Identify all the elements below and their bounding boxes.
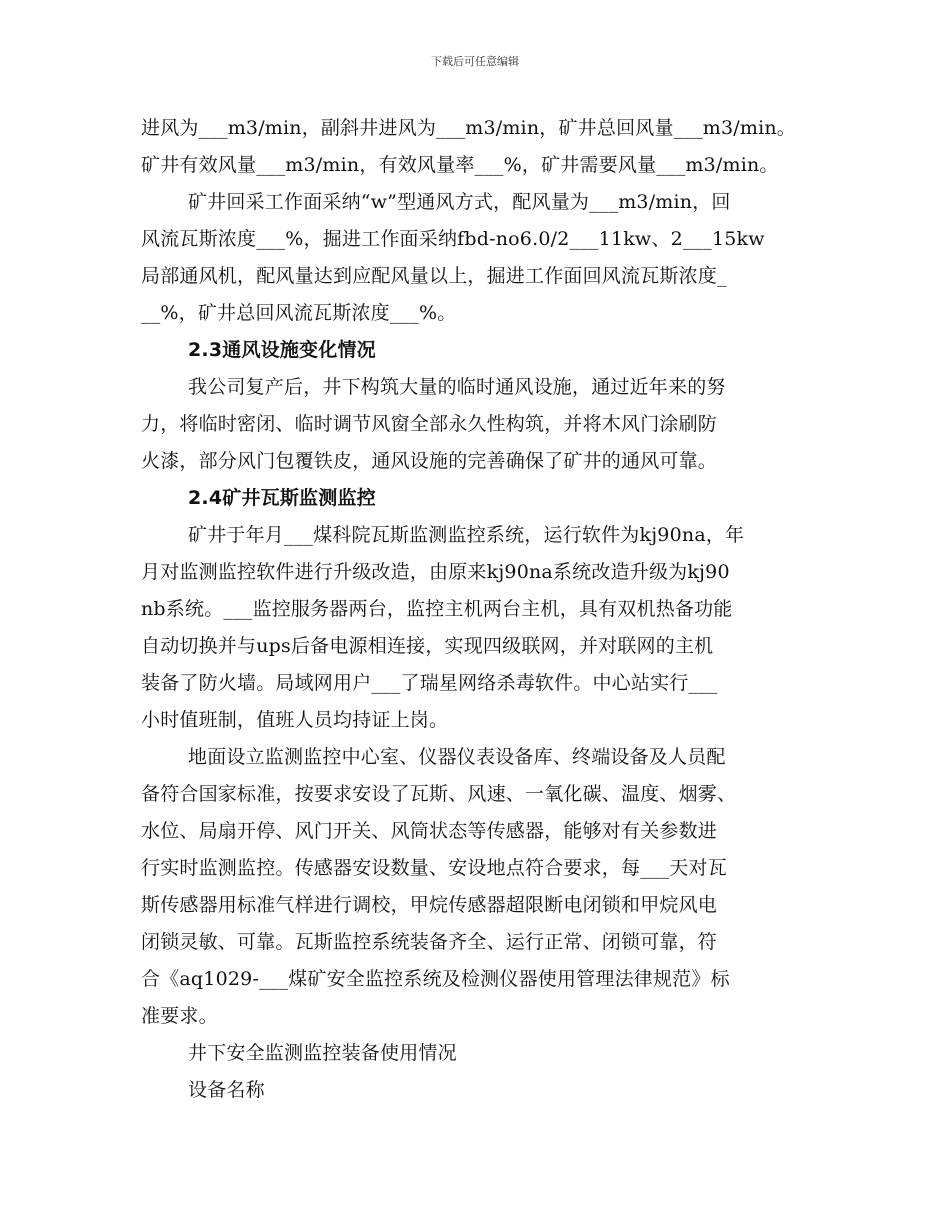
paragraph-line: 井下安全监测监控装备使用情况 <box>188 1042 457 1064</box>
paragraph-line: __%，矿井总回风流瓦斯浓度___%。 <box>141 302 457 324</box>
paragraph-line: 我公司复产后，井下构筑大量的临时通风设施，通过近年来的努 <box>188 376 726 398</box>
section-heading: 2.3通风设施变化情况 <box>188 339 376 361</box>
paragraph-line: 进风为___m3/min，副斜井进风为___m3/min，矿井总回风量___m3/min。 <box>141 117 797 139</box>
paragraph-line: 准要求。 <box>141 1005 218 1027</box>
paragraph-line: 矿井于年月___煤科院瓦斯监测监控系统，运行软件为kj90na，年 <box>188 524 745 546</box>
paragraph-line: 斯传感器用标准气样进行调校，甲烷传感器超限断电闭锁和甲烷风电 <box>141 894 718 916</box>
paragraph-line: 备符合国家标准，按要求安设了瓦斯、风速、一氧化碳、温度、烟雾、 <box>141 783 737 805</box>
page-header: 下载后可任意编辑 <box>431 55 519 68</box>
paragraph-line: 地面设立监测监控中心室、仪器仪表设备库、终端设备及人员配 <box>188 746 726 768</box>
paragraph-line: 设备名称 <box>188 1079 265 1101</box>
paragraph-line: nb系统。___监控服务器两台，监控主机两台主机，具有双机热备功能 <box>141 598 733 620</box>
paragraph-line: 力，将临时密闭、临时调节风窗全部永久性构筑，并将木风门涂刷防 <box>141 413 718 435</box>
paragraph-line: 风流瓦斯浓度___%，掘进工作面采纳fbd-no6.0/2___11kw、2___15kw <box>141 228 765 250</box>
paragraph-line: 闭锁灵敏、可靠。瓦斯监控系统装备齐全、运行正常、闭锁可靠，符 <box>141 931 718 953</box>
paragraph-line: 局部通风机，配风量达到应配风量以上，掘进工作面回风流瓦斯浓度_ <box>141 265 727 287</box>
paragraph-line: 火漆，部分风门包覆铁皮，通风设施的完善确保了矿井的通风可靠。 <box>141 450 718 472</box>
paragraph-line: 小时值班制，值班人员均持证上岗。 <box>141 709 449 731</box>
paragraph-line: 矿井有效风量___m3/min，有效风量率___%，矿井需要风量___m3/min。 <box>141 154 779 176</box>
paragraph-line: 月对监测监控软件进行升级改造，由原来kj90na系统改造升级为kj90 <box>141 561 730 583</box>
section-heading: 2.4矿井瓦斯监测监控 <box>188 487 376 509</box>
paragraph-line: 装备了防火墙。局域网用户___了瑞星网络杀毒软件。中心站实行___ <box>141 672 718 694</box>
paragraph-line: 合《aq1029-___煤矿安全监控系统及检测仪器使用管理法律规范》标 <box>141 968 730 990</box>
paragraph-line: 水位、局扇开停、风门开关、风筒状态等传感器，能够对有关参数进 <box>141 820 718 842</box>
paragraph-line: 矿井回采工作面采纳“w”型通风方式，配风量为___m3/min，回 <box>188 191 731 213</box>
paragraph-line: 行实时监测监控。传感器安设数量、安设地点符合要求，每___天对瓦 <box>141 857 727 879</box>
paragraph-line: 自动切换并与ups后备电源相连接，实现四级联网，并对联网的主机 <box>141 635 714 657</box>
